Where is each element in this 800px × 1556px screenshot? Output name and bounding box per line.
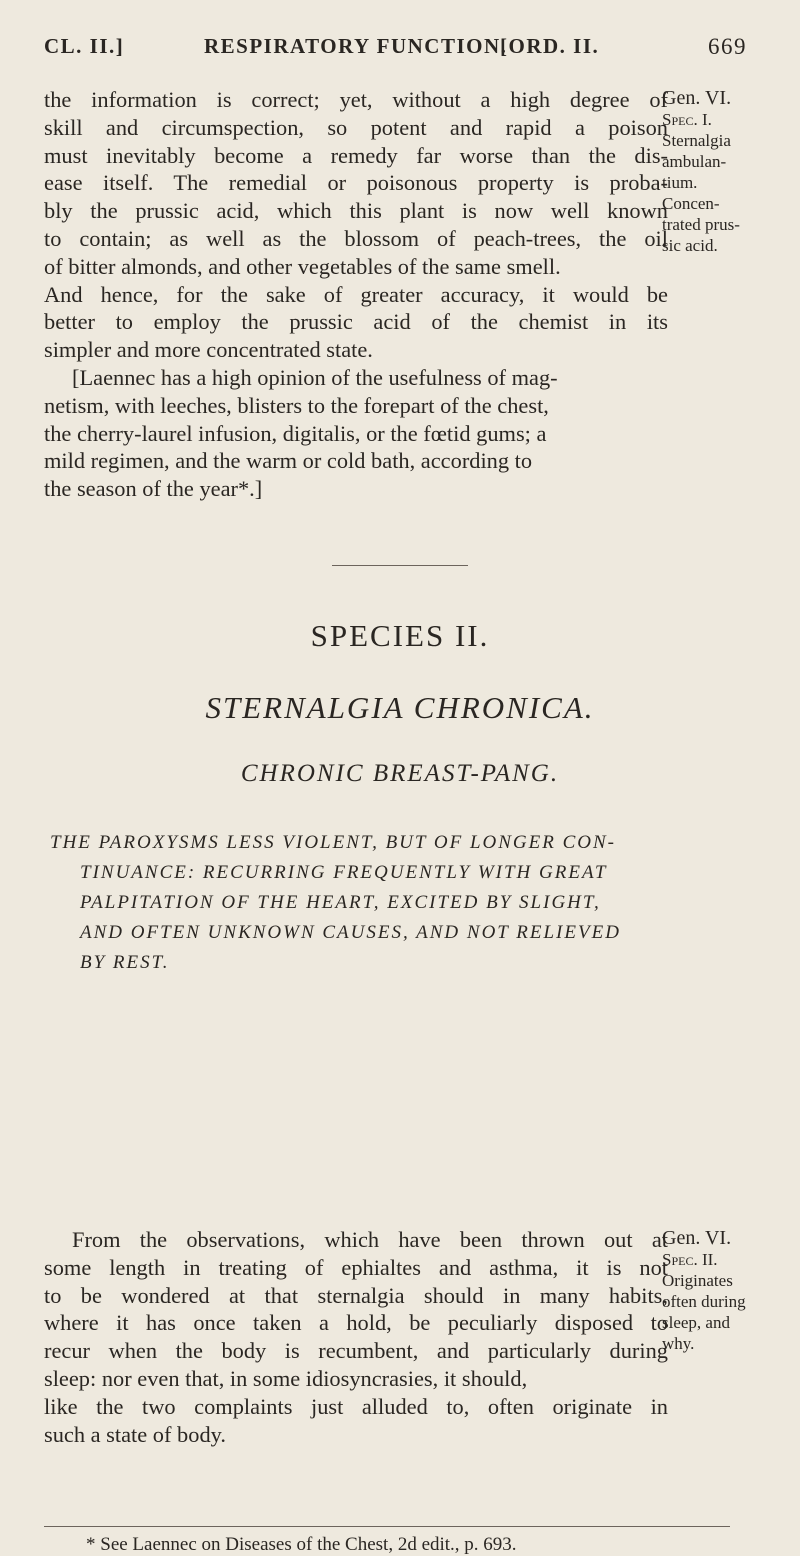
margin-line: why. — [662, 1334, 695, 1353]
margin-note-originates-during-sleep — [662, 1228, 790, 1354]
character-line: PALPITATION OF THE HEART, EXCITED BY SLIGHT, — [80, 892, 601, 913]
margin-line: Gen. VI. — [662, 87, 732, 109]
text-line: the cherry-laurel infusion, digitalis, or the fœtid gums; a — [44, 420, 547, 446]
text-line: like the two complaints just alluded to, often originate in — [44, 1393, 668, 1419]
header-class: CL. II.] — [44, 34, 125, 58]
footnote: * See Laennec on Diseases of the Chest, 2d edit., p. 693. — [86, 1534, 517, 1555]
text-line: sleep: nor even that, in some idiosyncrasies, it should, — [44, 1365, 528, 1391]
text-line: to be wondered at that sternalgia should in many habits, — [44, 1282, 668, 1308]
text-line: netism, with leeches, blisters to the forepart of the chest, — [44, 392, 549, 418]
footnote-rule — [44, 1526, 730, 1527]
text-line: simpler and more concentrated state. — [44, 337, 373, 363]
text-line: where it has once taken a hold, be peculiarly disposed to — [44, 1310, 668, 1336]
margin-line: tium. — [662, 173, 698, 192]
paragraph-treatment — [44, 86, 668, 503]
margin-line: sleep, and — [662, 1313, 730, 1332]
text-line: must inevitably become a remedy far worse than the dis- — [44, 142, 668, 168]
margin-line: Spec. I. — [662, 110, 712, 129]
text-line: bly the prussic acid, which this plant is now well known — [44, 198, 668, 224]
paragraph-origin — [44, 1226, 668, 1448]
margin-line: sic acid. — [662, 236, 718, 255]
margin-line: Sternalgia — [662, 131, 731, 150]
margin-note-sternalgia-ambulantium — [662, 88, 790, 256]
margin-line: trated prus- — [662, 215, 740, 234]
species-character — [44, 828, 744, 978]
text-line: the season of the year*.] — [44, 476, 263, 502]
text-line: recur when the body is recumbent, and particularly during — [44, 1338, 668, 1364]
header-title: RESPIRATORY FUNCTION. — [204, 34, 508, 58]
text-line: some length in treating of ephialtes and asthma, it is not — [44, 1254, 668, 1280]
text-line: the information is correct; yet, without a high degree of — [44, 87, 668, 112]
latin-name: STERNALGIA CHRONICA. — [205, 690, 595, 725]
character-line: TINUANCE: RECURRING FREQUENTLY WITH GREAT — [80, 862, 608, 883]
margin-line: Concen- — [662, 194, 720, 213]
character-line: BY REST. — [80, 952, 170, 973]
character-line: THE PAROXYSMS LESS VIOLENT, BUT OF LONGER CON- — [50, 832, 616, 853]
text-line: mild regimen, and the warm or cold bath, according to — [44, 448, 533, 474]
margin-line: Spec. II. — [662, 1250, 718, 1269]
margin-line: Gen. VI. — [662, 1227, 732, 1249]
page-number: 669 — [708, 34, 747, 59]
text-line: [Laennec has a high opinion of the usefulness of mag- — [72, 364, 558, 390]
text-line: ease itself. The remedial or poisonous property is proba- — [44, 170, 668, 196]
text-line: skill and circumspection, so potent and rapid a poison — [44, 114, 668, 140]
margin-line: Originates — [662, 1271, 733, 1290]
section-divider — [332, 565, 468, 566]
text-line: And hence, for the sake of greater accuracy, it would be — [44, 281, 668, 307]
text-line: such a state of body. — [44, 1421, 226, 1447]
text-line: better to employ the prussic acid of the chemist in its — [44, 309, 668, 335]
text-line: to contain; as well as the blossom of peach-trees, the oil — [44, 225, 668, 251]
margin-line: ambulan- — [662, 152, 727, 171]
text-line: of bitter almonds, and other vegetables of the same smell. — [44, 253, 561, 279]
english-name: CHRONIC BREAST-PANG. — [240, 760, 560, 787]
species-heading: SPECIES II. — [310, 618, 490, 653]
text-line: From the observations, which have been thrown out at — [72, 1227, 668, 1252]
margin-line: often during — [662, 1292, 746, 1311]
character-line: AND OFTEN UNKNOWN CAUSES, AND NOT RELIEVED — [80, 922, 621, 943]
running-header — [44, 34, 784, 64]
header-order: [ORD. II. — [500, 34, 600, 58]
